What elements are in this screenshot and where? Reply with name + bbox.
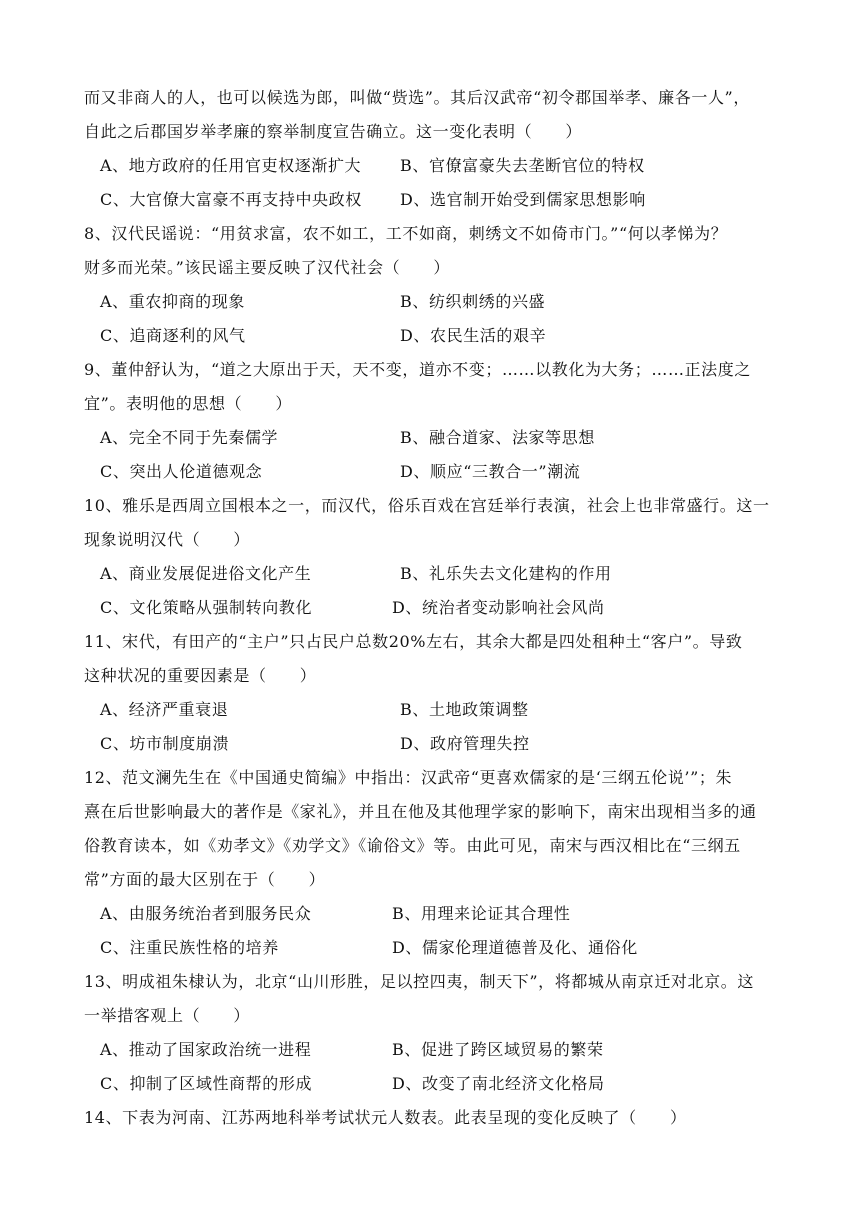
q13-stem-line1: 13、明成祖朱棣认为，北京“山川形胜，足以控四夷，制天下”，将都城从南京迁对北京。这	[84, 972, 754, 991]
q11-stem-line1: 11、宋代，有田产的“主户”只占民户总数20%左右，其余大都是四处租种土“客户”。导致	[84, 632, 743, 651]
q13-option-d[interactable]: D、改变了南北经济文化格局	[392, 1074, 605, 1093]
q10-option-d[interactable]: D、统治者变动影响社会风尚	[392, 598, 605, 617]
q7-option-b[interactable]: B、官僚富豪失去垄断官位的特权	[400, 156, 645, 175]
q8-stem-line1: 8、汉代民谣说：“用贫求富，农不如工，工不如商，刺绣文不如倚市门。”“何以孝悌为？	[84, 224, 728, 243]
q8-option-d[interactable]: D、农民生活的艰辛	[400, 326, 547, 345]
q14-stem-line1: 14、下表为河南、江苏两地科举考试状元人数表。此表呈现的变化反映了（ ）	[84, 1108, 687, 1127]
q8-stem-line2: 财多而光荣。”该民谣主要反映了汉代社会（ ）	[84, 258, 450, 277]
q9-stem-line1: 9、董仲舒认为，“道之大原出于天，天不变，道亦不变；……以教化为大务；……正法度之	[84, 360, 751, 379]
q12-stem-line3: 俗教育读本，如《劝孝文》《劝学文》《谕俗文》等。由此可见，南宋与西汉相比在“三纲五	[84, 836, 741, 855]
q13-option-c[interactable]: C、抑制了区域性商帮的形成	[100, 1074, 313, 1093]
q7-option-c[interactable]: C、大官僚大富豪不再支持中央政权	[100, 190, 362, 209]
q10-stem-line1: 10、雅乐是西周立国根本之一，而汉代，俗乐百戏在宫廷举行表演，社会上也非常盛行。这一	[84, 496, 770, 515]
q11-option-b[interactable]: B、土地政策调整	[400, 700, 529, 719]
q10-option-b[interactable]: B、礼乐失去文化建构的作用	[400, 564, 612, 583]
q10-stem-line2: 现象说明汉代（ ）	[84, 530, 251, 549]
q7-option-d[interactable]: D、选官制开始受到儒家思想影响	[400, 190, 646, 209]
q8-option-a[interactable]: A、重农抑商的现象	[100, 292, 245, 311]
q7-option-a[interactable]: A、地方政府的任用官吏权逐渐扩大	[100, 156, 362, 175]
q11-option-a[interactable]: A、经济严重衰退	[100, 700, 229, 719]
q9-option-a[interactable]: A、完全不同于先秦儒学	[100, 428, 279, 447]
q7-stem-line1: 而又非商人的人，也可以候选为郎，叫做“赀选”。其后汉武帝“初令郡国举孝、廉各一人”，	[84, 88, 750, 107]
q9-stem-line2: 宜”。表明他的思想（ ）	[84, 394, 292, 413]
q11-option-d[interactable]: D、政府管理失控	[400, 734, 530, 753]
q13-option-b[interactable]: B、促进了跨区域贸易的繁荣	[392, 1040, 604, 1059]
q11-option-c[interactable]: C、坊市制度崩溃	[100, 734, 230, 753]
q9-option-c[interactable]: C、突出人伦道德观念	[100, 462, 263, 481]
q12-stem-line4: 常”方面的最大区别在于（ ）	[84, 870, 326, 889]
q7-stem-line2: 自此之后郡国岁举孝廉的察举制度宣告确立。这一变化表明（ ）	[84, 122, 583, 141]
q9-option-d[interactable]: D、顺应“三教合一”潮流	[400, 462, 581, 481]
q10-option-a[interactable]: A、商业发展促进俗文化产生	[100, 564, 312, 583]
q13-option-a[interactable]: A、推动了国家政治统一进程	[100, 1040, 312, 1059]
q12-option-a[interactable]: A、由服务统治者到服务民众	[100, 904, 312, 923]
q12-option-b[interactable]: B、用理来论证其合理性	[392, 904, 571, 923]
q8-option-c[interactable]: C、追商逐利的风气	[100, 326, 246, 345]
q13-stem-line2: 一举措客观上（ ）	[84, 1006, 251, 1025]
q8-option-b[interactable]: B、纺织刺绣的兴盛	[400, 292, 546, 311]
q12-option-c[interactable]: C、注重民族性格的培养	[100, 938, 279, 957]
q11-stem-line2: 这种状况的重要因素是（ ）	[84, 666, 317, 685]
q9-option-b[interactable]: B、融合道家、法家等思想	[400, 428, 595, 447]
q12-stem-line2: 熹在后世影响最大的著作是《家礼》，并且在他及其他理学家的影响下，南宋出现相当多的通	[84, 802, 757, 821]
q12-option-d[interactable]: D、儒家伦理道德普及化、通俗化	[392, 938, 638, 957]
q10-option-c[interactable]: C、文化策略从强制转向教化	[100, 598, 313, 617]
q12-stem-line1: 12、范文澜先生在《中国通史简编》中指出：汉武帝“更喜欢儒家的是‘三纲五伦说’”；朱	[84, 768, 733, 787]
